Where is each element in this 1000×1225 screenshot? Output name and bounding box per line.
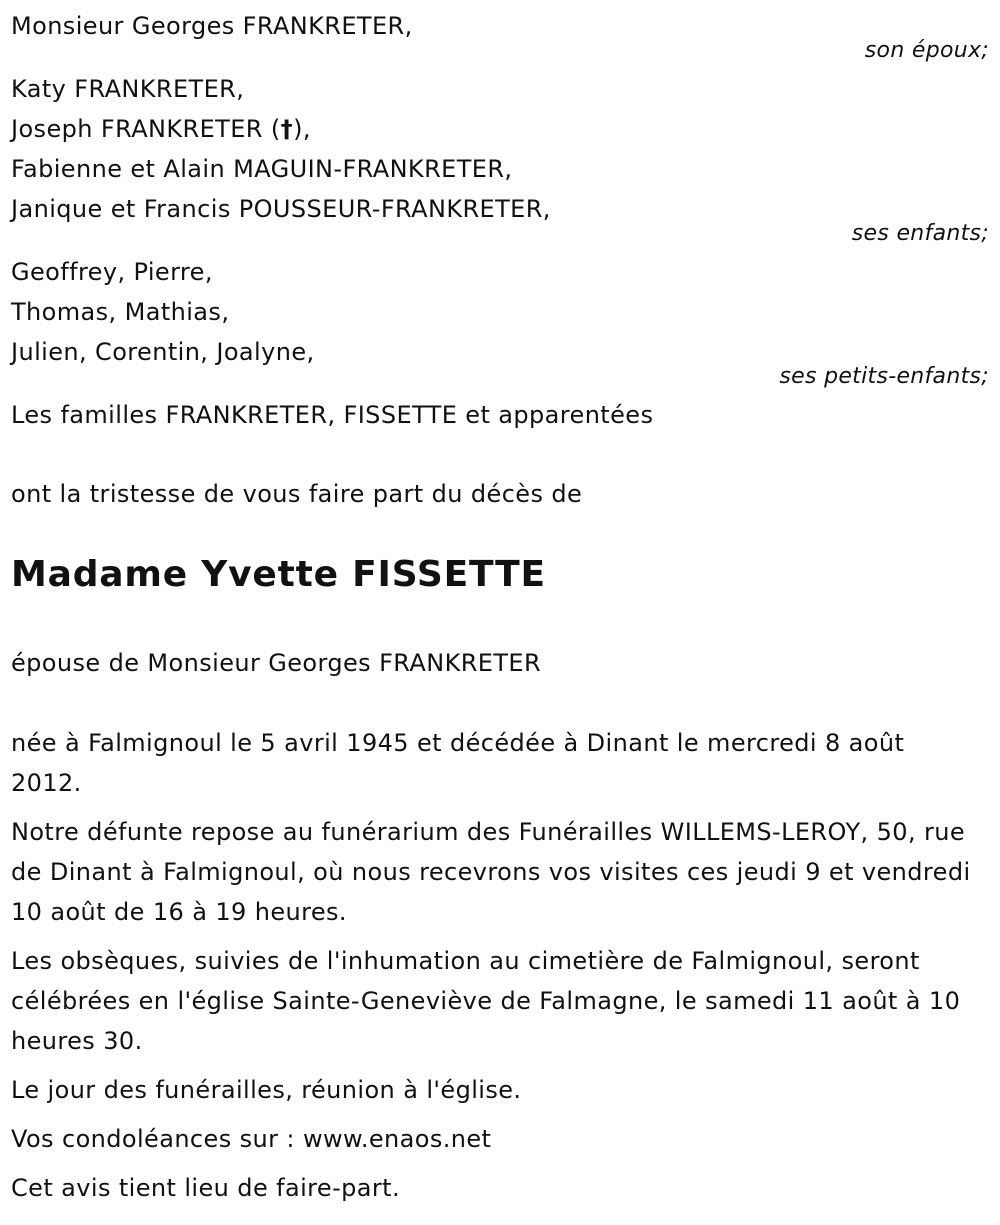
grandchildren-role: ses petits-enfants; [779, 364, 989, 389]
families-line: Les familles FRANKRETER, FISSETTE et apparentées [11, 401, 654, 429]
child-name: Janique et Francis POUSSEUR-FRANKRETER, [11, 195, 551, 223]
child-name [11, 109, 989, 149]
details-block [11, 723, 989, 1208]
cross-icon: † [280, 115, 294, 143]
child-name: Katy FRANKRETER, [11, 75, 245, 103]
condolences-paragraph: Vos condoléances sur : www.enaos.net [11, 1125, 492, 1153]
grandchildren-block [11, 252, 989, 388]
spouse-block [11, 6, 989, 62]
grandchild-name: Thomas, Mathias, [11, 298, 230, 326]
child-name: Fabienne et Alain MAGUIN-FRANKRETER, [11, 155, 513, 183]
children-block [11, 69, 989, 245]
gathering-paragraph: Le jour des funérailles, réunion à l'église. [11, 1076, 522, 1104]
child-name-suffix: ), [293, 115, 311, 143]
deceased-name: Madame Yvette FISSETTE [11, 554, 546, 595]
spouse-role: son époux; [864, 38, 989, 63]
grandchild-name: Geoffrey, Pierre, [11, 258, 213, 286]
grandchild-name: Julien, Corentin, Joalyne, [11, 338, 315, 366]
funeral-paragraph: Les obsèques, suivies de l'inhumation au cimetière de Falmignoul, seront célébrées en l'église Sainte-Geneviève de Falmagne, le samedi 11 août à 10 heures 30. [11, 947, 961, 1055]
spouse-name: Monsieur Georges FRANKRETER, [11, 12, 413, 40]
child-name-text: Joseph FRANKRETER ( [11, 115, 281, 143]
notice-paragraph: Cet avis tient lieu de faire-part. [11, 1174, 400, 1202]
birth-death-paragraph: née à Falmignoul le 5 avril 1945 et décédée à Dinant le mercredi 8 août 2012. [11, 729, 905, 797]
announcement-text: ont la tristesse de vous faire part du décès de [11, 480, 583, 508]
deceased-spouse-line: épouse de Monsieur Georges FRANKRETER [11, 649, 542, 677]
visitation-paragraph: Notre défunte repose au funérarium des Funérailles WILLEMS-LEROY, 50, rue de Dinant à Falmignoul, où nous recevrons vos visites ces jeudi 9 et vendredi 10 août de 16 à 19 heures. [11, 818, 971, 926]
children-role: ses enfants; [851, 221, 989, 246]
